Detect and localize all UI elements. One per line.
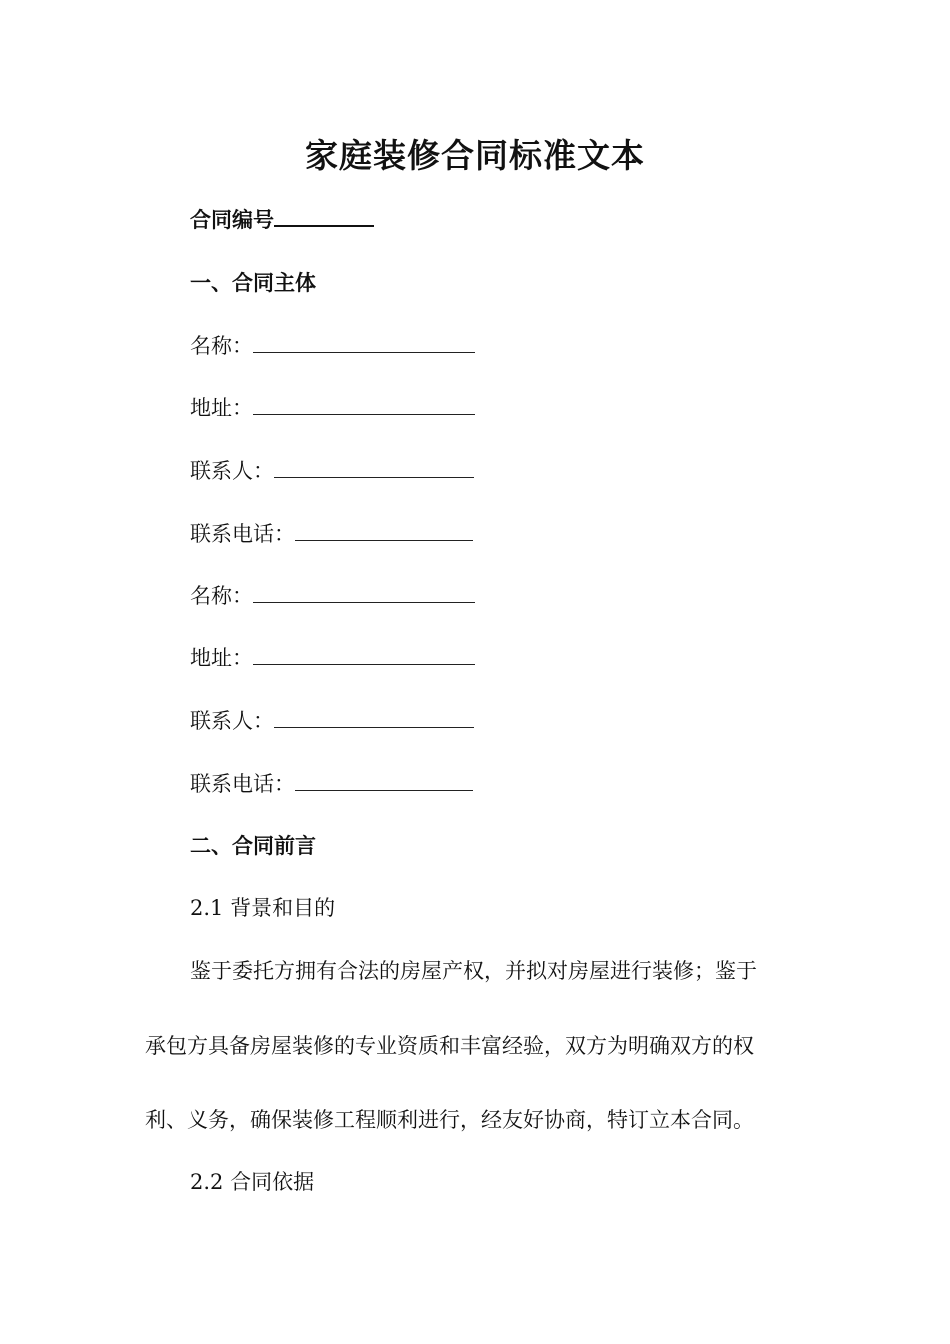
party-a-contact-label: 联系人： (190, 459, 274, 483)
contract-number-blank (274, 205, 374, 227)
party-b-contact-label: 联系人： (190, 709, 274, 733)
party-a-phone-blank (295, 520, 473, 541)
party-a-address-line (190, 393, 475, 423)
subsection-2-1-heading: 2.1 背景和目的 (190, 896, 336, 920)
subsection-2-2-heading: 2.2 合同依据 (190, 1170, 315, 1194)
document-title: 家庭装修合同标准文本 (305, 136, 645, 175)
party-a-name-line (190, 331, 475, 361)
party-a-name-label: 名称： (190, 334, 253, 358)
party-a-contact-line (190, 456, 474, 486)
section-2-heading: 二、合同前言 (190, 833, 316, 858)
party-a-phone-line (190, 519, 473, 549)
party-b-contact-blank (274, 707, 474, 728)
party-b-contact-line (190, 706, 474, 736)
party-b-name-label: 名称： (190, 584, 253, 608)
party-b-phone-label: 联系电话： (190, 772, 295, 796)
contract-number-line (190, 205, 374, 235)
paragraph-2-1-line-3: 利、义务，确保装修工程顺利进行，经友好协商，特订立本合同。 (145, 1108, 754, 1132)
party-b-name-blank (253, 582, 475, 603)
contract-number-label: 合同编号 (190, 207, 274, 232)
paragraph-2-1-line-1: 鉴于委托方拥有合法的房屋产权，并拟对房屋进行装修；鉴于 (190, 959, 757, 983)
party-a-phone-label: 联系电话： (190, 522, 295, 546)
party-a-address-blank (253, 394, 475, 415)
party-b-name-line (190, 581, 475, 611)
party-b-phone-line (190, 769, 473, 799)
party-b-address-blank (253, 644, 475, 665)
party-b-phone-blank (295, 770, 473, 791)
party-a-name-blank (253, 332, 475, 353)
party-a-address-label: 地址： (190, 396, 253, 420)
paragraph-2-1-line-2: 承包方具备房屋装修的专业资质和丰富经验，双方为明确双方的权 (145, 1034, 754, 1058)
party-b-address-label: 地址： (190, 646, 253, 670)
party-a-contact-blank (274, 457, 474, 478)
section-1-heading: 一、合同主体 (190, 270, 316, 295)
party-b-address-line (190, 643, 475, 673)
